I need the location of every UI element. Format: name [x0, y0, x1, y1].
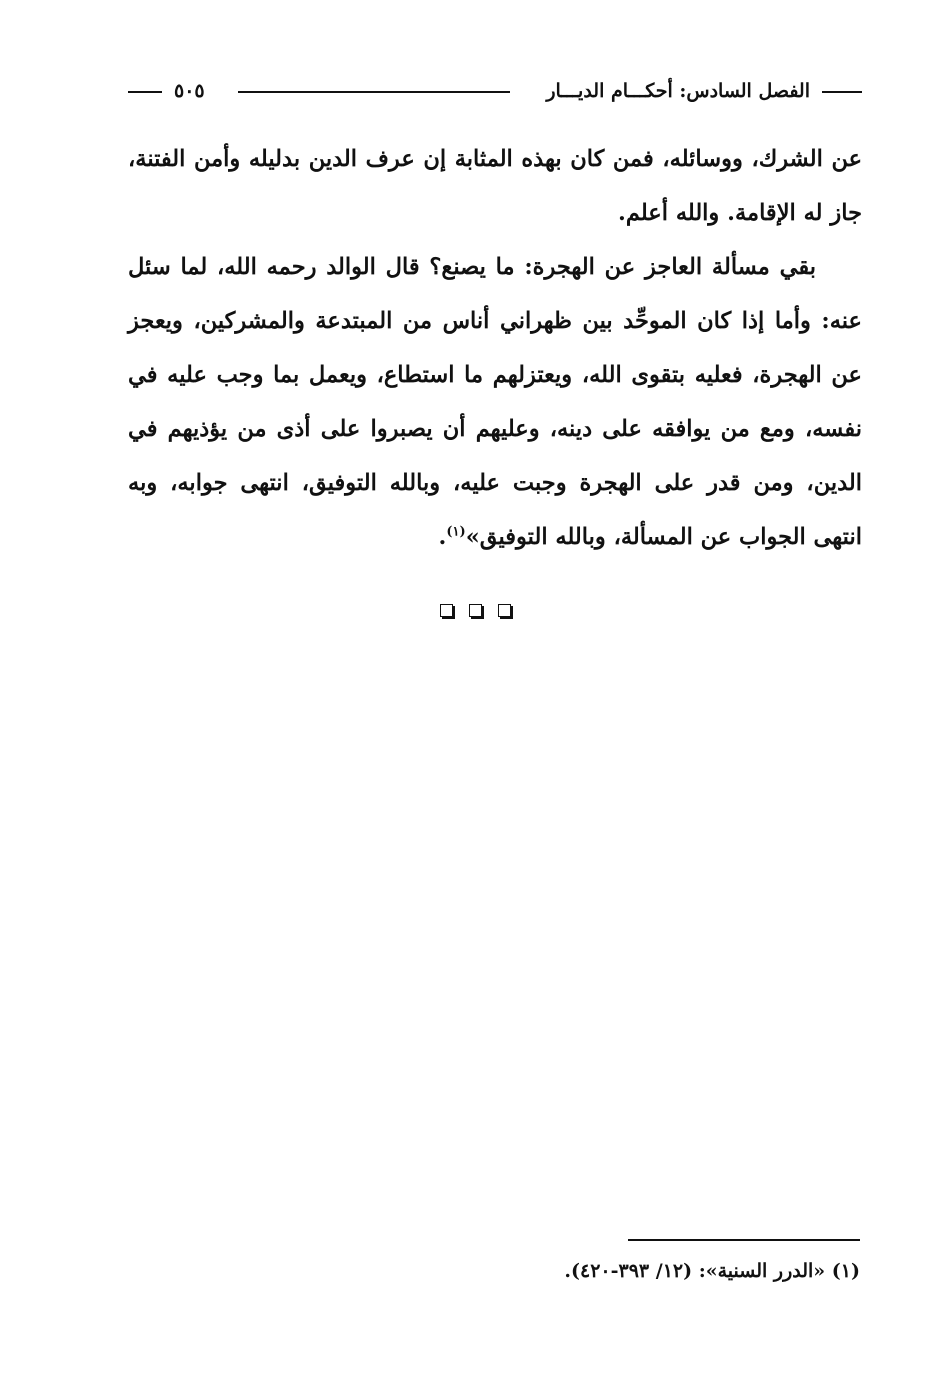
running-header [128, 76, 862, 106]
paragraph-2-text: بقي مسألة العاجز عن الهجرة: ما يصنع؟ قال الوالد رحمه الله، لما سئل عنه: وأما إذا كان الموحِّد بين ظهراني أناس من المبتدعة والمشركين، ويعجز عن الهجرة، فعليه بتقوى الله، ويعتزلهم ما استطاع، ويعمل بما وجب عليه في نفسه، ومع من يوافقه على دينه، وعليهم أن يصبروا على أذى من يؤذيهم في الدين، ومن قدر على الهجرة وجبت عليه، وبالله التوفيق، انتهى جوابه، وبه انتهى الجواب عن المسألة، وبالله التوفيق» [128, 254, 862, 550]
footnote-1: (١) «الدرر السنية»: (١٢/ ٣٩٣-٤٢٠). [564, 1260, 860, 1282]
paragraph-2-end: . [438, 524, 447, 550]
square-ornament-icon [498, 604, 511, 617]
header-dash-left [128, 91, 162, 93]
square-ornament-icon [440, 604, 453, 617]
chapter-title: الفصل السادس: أحكـــام الديـــار [546, 80, 810, 102]
square-ornament-icon [469, 604, 482, 617]
main-text [128, 132, 862, 564]
header-rule [238, 91, 510, 93]
paragraph-2 [128, 240, 862, 564]
footnote-rule [628, 1239, 860, 1241]
footnote-reference: (١) [446, 524, 466, 540]
paragraph-1-text: عن الشرك، ووسائله، فمن كان بهذه المثابة إن عرف الدين بدليله وأمن الفتنة، جاز له الإقامة. والله أعلم. [128, 146, 862, 226]
page-number: ٥٠٥ [174, 80, 205, 102]
header-dash-right [822, 91, 862, 93]
paragraph-1 [128, 132, 862, 240]
section-separator [0, 604, 950, 617]
